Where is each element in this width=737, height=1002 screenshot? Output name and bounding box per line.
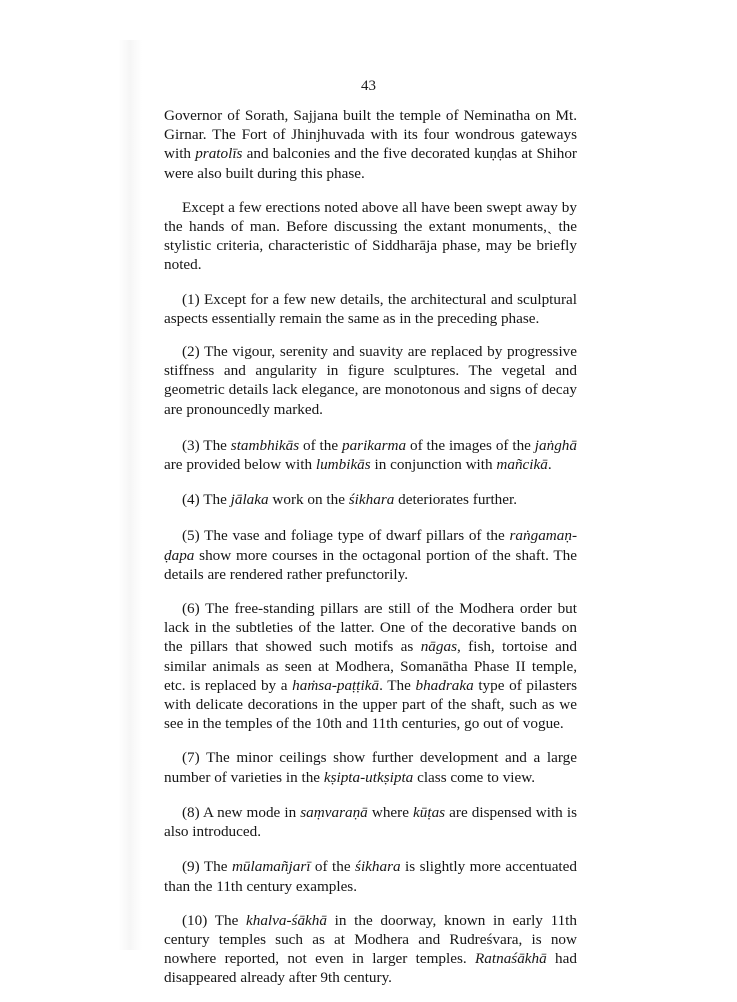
italic-term: kṣipta-utkṣipta [323,768,414,786]
italic-term: śikhara [348,491,395,509]
italic-term: Ratnaśākhā [475,950,547,968]
italic-term: stambhikās [230,436,300,454]
text-run: , fish, tortoise and similar animals as seen at Modhera, Somanātha Phase II temple, etc. is replaced by a [164,638,577,694]
text-run: are provided below with [164,456,316,474]
italic-term: saṃvaraṇā [300,803,368,821]
italic-term: parikarma [341,436,407,454]
text-run: (1) Except for a few new details, the architectural and sculptural aspects essentially remain the same as in the preceding phase. [164,290,577,327]
text-run: work on the [268,491,349,509]
paragraph [164,342,577,419]
paragraph [164,857,577,895]
text-run: is slightly more accentuated than the 11th century examples. [164,858,577,895]
paragraph [164,803,577,841]
text-run: of the images of the [406,436,535,454]
text-run: Governor of Sorath, Sajjana built the temple of Neminatha on Mt. Girnar. The Fort of Jhinjhuvada with its four wondrous gateways with [164,107,577,163]
italic-term: kūṭas [413,803,446,821]
text-run: in conjunction with [370,456,497,474]
italic-term: lumbikās [315,456,371,474]
text-run: had disappeared already after 9th century. [164,950,577,987]
text-run: (3) The [182,436,231,454]
text-run: of the [299,436,342,454]
italic-term: jaṅghā [534,436,577,454]
italic-term: bhadraka [415,676,474,694]
text-run: (6) The free-standing pillars are still of the Modhera order but lack in the subtleties of the latter. One of the decorative bands on the pillars that showed such motifs as [164,600,577,656]
italic-term: raṅgamaṇ-ḍapa [164,527,577,564]
body-text [164,106,577,1002]
italic-term: mañcikā [496,456,548,474]
italic-term: mūlamañjarī [231,858,311,876]
text-run: (10) The [182,911,246,929]
scan-gutter-shadow [118,40,142,950]
text-run: are dispensed with is also introduced. [164,803,577,841]
italic-term: śikhara [355,858,401,876]
paragraph [164,599,577,733]
paragraph [164,526,577,584]
text-run: where [367,803,414,821]
text-run: (5) The vase and foliage type of dwarf pillars of the [182,527,510,545]
text-run: class come to view. [413,768,536,786]
italic-term: khalva-śākhā [246,911,327,929]
text-run: of the [310,858,356,876]
text-run: and balconies and the five decorated kuṇḍas at Shihor were also built during this phase. [164,145,577,182]
text-run: . [547,456,552,474]
paragraph [164,198,577,275]
text-run: (4) The [182,491,231,509]
text-run: deteriorates further. [394,491,518,509]
paragraph [164,436,577,474]
paragraph [164,490,577,509]
text-run: (8) A new mode in [182,803,301,821]
paragraph [164,290,577,328]
paragraph [164,911,577,988]
text-run: (7) The minor ceilings show further development and a large number of varieties in the [164,749,577,786]
text-run: Except a few erections noted above all have been swept away by the hands of man. Before discussing the extant monuments,ˎ the stylistic criteria, characteristic of Siddharāja phase, may be briefly noted. [164,198,577,274]
italic-term: jālaka [230,491,269,509]
paragraph [164,748,577,786]
paragraph [164,106,577,183]
text-run: (9) The [182,858,232,876]
page-number: 43 [361,78,376,94]
text-run: (2) The vigour, serenity and suavity are replaced by progressive stiffness and angularity in figure sculptures. The vegetal and geometric details lack elegance, are monotonous and signs of decay are pronouncedly marked. [164,343,577,418]
italic-term: pratolīs [195,145,243,163]
italic-term: haṁsa-paṭṭikā [292,676,380,694]
text-run: . The [379,676,416,694]
text-run: type of pilasters with delicate decorations in the upper part of the shaft, such as we see in the temples of the 10th and 11th centuries, go out of vogue. [164,676,577,733]
text-run: show more courses in the octagonal portion of the shaft. The details are rendered rather prefunctorily. [164,546,577,583]
italic-term: nāgas [420,638,457,656]
text-run: in the doorway, known in early 11th century temples such as at Modhera and Rudreśvara, is now nowhere reported, not even in larger temples. [164,911,578,968]
